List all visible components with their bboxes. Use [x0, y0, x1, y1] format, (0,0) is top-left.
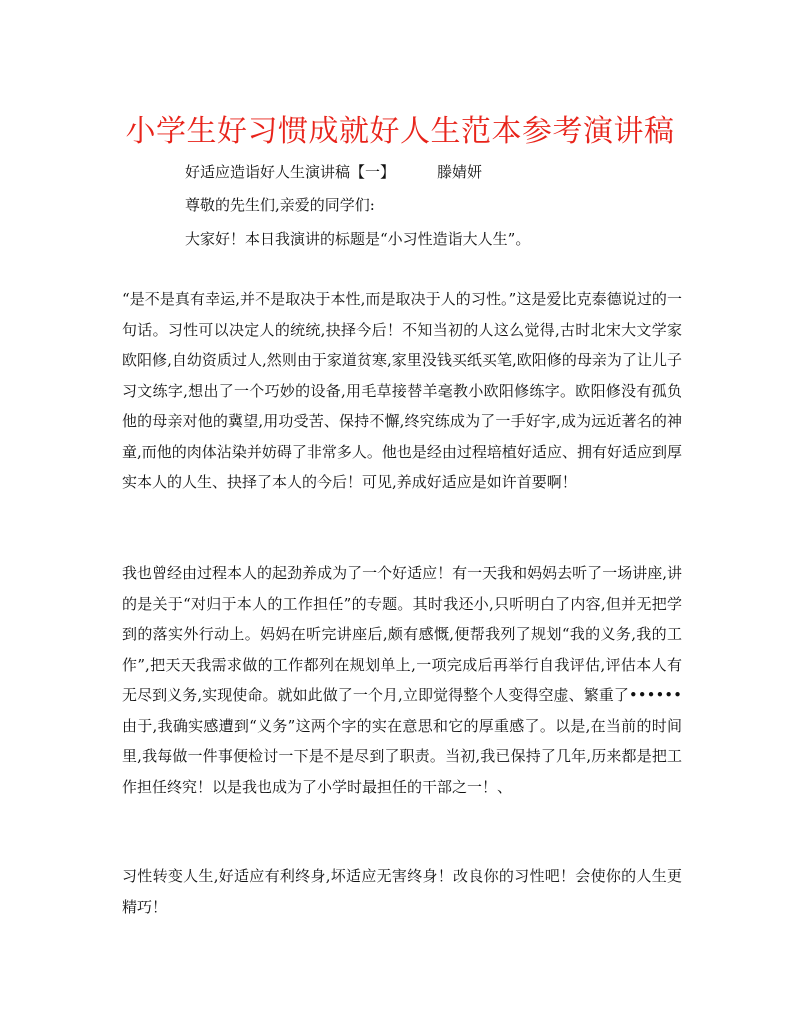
subtitle-line: [185, 162, 482, 182]
speech-subtitle: 好适应造诣好人生演讲稿【一】: [185, 163, 396, 181]
page-title: 小学生好习惯成就好人生范本参考演讲稿: [125, 114, 675, 149]
author-name: 滕婧妍: [437, 163, 483, 181]
body-paragraph-3: 习性转变人生,好适应有利终身,坏适应无害终身！改良你的习性吧！会使你的人生更精巧！: [122, 867, 682, 916]
salutation: 尊敬的先生们,亲爱的同学们:: [185, 196, 375, 214]
body-paragraph-2: 我也曾经由过程本人的起劲养成为了一个好适应！有一天我和妈妈去听了一场讲座,讲的是关于“对归于本人的工作担任”的专题。其时我还小,只听明白了内容,但并无把学到的落实外行动上。妈妈在听完讲座后,颇有感慨,便帮我列了规划“我的义务,我的工作”,把天天我需求做的工作都列在规划单上,一项完成后再举行自我评估,评估本人有无尽到义务,实现使命。就如此做了一个月,立即觉得整个人变得空虚、繁重了••••••由于,我确实感遭到“义务”这两个字的实在意思和它的厚重感了。以是,在当前的时间里,我每做一件事便检讨一下是不是尽到了职责。当初,我已保持了几年,历来都是把工作担任终究！以是我也成为了小学时最担任的干部之一！、: [122, 564, 682, 796]
body-paragraph-1: “是不是真有幸运,并不是取决于本性,而是取决于人的习性。”这是爱比克泰德说过的一句话。习性可以决定人的统统,抉择今后！不知当初的人这么觉得,古时北宋大文学家欧阳修,自幼资质过人,然则由于家道贫寒,家里没钱买纸买笔,欧阳修的母亲为了让儿子习文练字,想出了一个巧妙的设备,用毛草接替羊毫教小欧阳修练字。欧阳修没有孤负他的母亲对他的冀望,用功受苦、保持不懈,终究练成为了一手好字,成为远近著名的神童,而他的肉体沾染并妨碍了非常多人。他也是经由过程培植好适应、拥有好适应到厚实本人的人生、抉择了本人的今后！可见,养成好适应是如许首要啊！: [122, 290, 682, 491]
opening-line: 大家好！本日我演讲的标题是“小习性造诣大人生”。: [185, 230, 531, 248]
